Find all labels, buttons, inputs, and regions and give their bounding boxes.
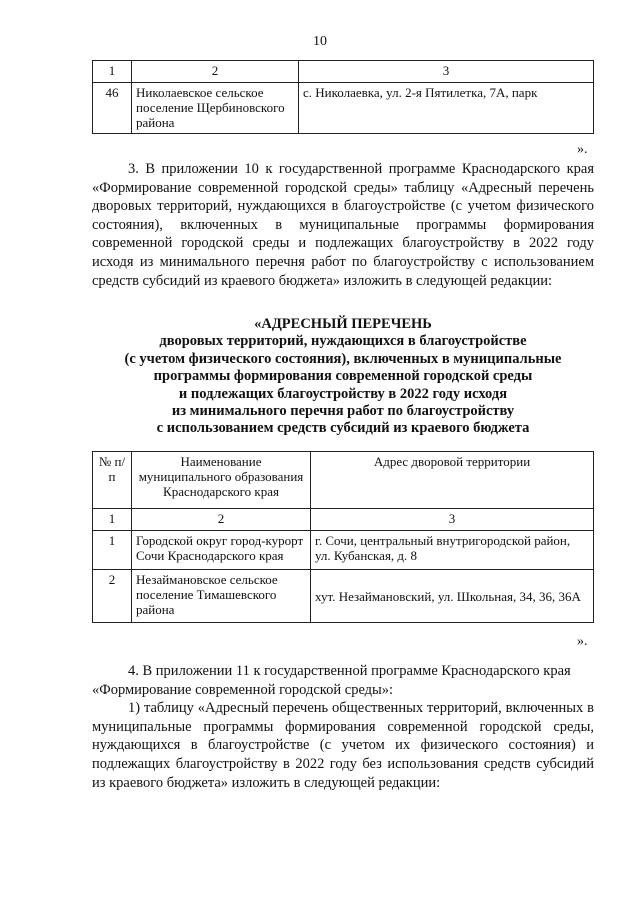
table-row: [93, 531, 594, 570]
table-cell: 1: [93, 509, 132, 531]
heading-line: (с учетом физического состояния), включенных в муниципальные: [124, 350, 562, 367]
heading-line: программы формирования современной городской среды: [153, 368, 533, 385]
heading-line: дворовых территорий, нуждающихся в благоустройстве: [159, 333, 527, 350]
row-number: 2: [93, 570, 132, 623]
column-header-address: Адрес дворовой территории: [311, 452, 594, 509]
list-heading: [92, 316, 594, 438]
column-header-number: № п/п: [93, 452, 132, 509]
heading-line: и подлежащих благоустройству в 2022 году исходя: [178, 385, 508, 402]
paragraph-4-line: 4. В приложении 11 к государственной программе Краснодарского края: [128, 663, 571, 679]
paragraph-4: [92, 662, 594, 792]
closing-quote: ».: [577, 142, 588, 157]
territory-address: г. Сочи, центральный внутригородской район, ул. Кубанская, д. 8: [311, 531, 594, 570]
paragraph-4-subitem-1: 1) таблицу «Адресный перечень общественных территорий, включенных в муниципальные программы формирования современной городской среды, нуждающихся в благоустройстве (с учетом их физического состояния) и подлежащих благоустройству в 2022 году без использования средств субсидий из краевого бюджета» изложить в следующей редакции:: [92, 700, 594, 791]
heading-line: с использованием средств субсидий из краевого бюджета: [156, 420, 530, 437]
table-row: [93, 83, 594, 134]
territory-address: хут. Незаймановский, ул. Школьная, 34, 36, 36А: [311, 570, 594, 623]
column-header-municipality: Наименование муниципального образования Краснодарского края: [132, 452, 311, 509]
municipality-name: Незаймановское сельское поселение Тимашевского района: [132, 570, 311, 623]
closing-quote: ».: [577, 634, 588, 649]
table-cell: 1: [93, 61, 132, 83]
table-cell: 2: [132, 61, 299, 83]
table-cell: 3: [299, 61, 594, 83]
row-number: 1: [93, 531, 132, 570]
table-numbering-row: [93, 509, 594, 531]
page-number: 10: [313, 34, 327, 49]
heading-line: из минимального перечня работ по благоустройству: [171, 403, 515, 420]
table-numbering-row: [93, 61, 594, 83]
municipality-name: Городской округ город-курорт Сочи Краснодарского края: [132, 531, 311, 570]
heading-line: «АДРЕСНЫЙ ПЕРЕЧЕНЬ: [254, 316, 432, 332]
municipality-name: Николаевское сельское поселение Щербиновского района: [132, 83, 299, 134]
table-courtyard-territories: [92, 451, 594, 623]
row-number: 46: [93, 83, 132, 134]
paragraph-4-line: «Формирование современной городской среды»:: [92, 681, 394, 698]
territory-address: с. Николаевка, ул. 2-я Пятилетка, 7А, парк: [299, 83, 594, 134]
table-cell: 3: [311, 509, 594, 531]
table-header-row: [93, 452, 594, 509]
paragraph-3: 3. В приложении 10 к государственной программе Краснодарского края «Формирование современной городской среды» таблицу «Адресный перечень дворовых территорий, нуждающихся в благоустройстве (с учетом физического состояния), включенных в муниципальные программы формирования современной городской среды и подлежащих благоустройству в 2022 году исходя из минимального перечня работ по благоустройству с использованием средств субсидий из краевого бюджета» изложить в следующей редакции:: [92, 161, 594, 289]
table-continued-public-areas: [92, 60, 594, 134]
table-row: [93, 570, 594, 623]
table-cell: 2: [132, 509, 311, 531]
